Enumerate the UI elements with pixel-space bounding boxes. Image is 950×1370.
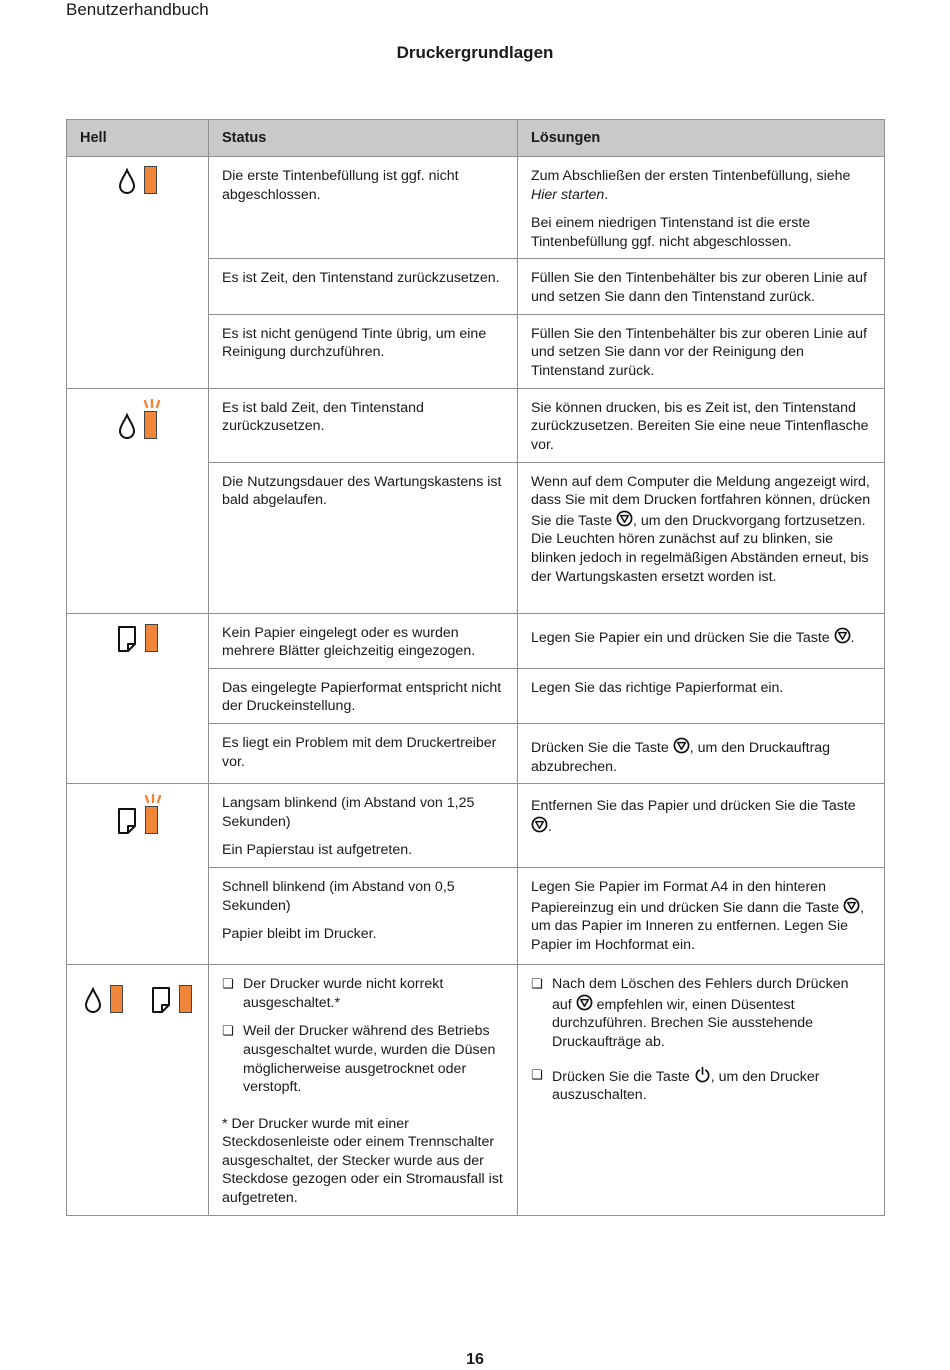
light-indicator-cell [67,965,209,1216]
solution-text: Wenn auf dem Computer die Meldung angezeigt wird, dass Sie mit dem Drucken fortfahren können, drücken Sie die Taste , um den Druckvorgang fortzusetzen. Die Leuchten hören zunächst auf zu blinken, sie blinken jedoch in regelmäßigen Abständen erneut, bis der Wartungskasten ersetzt worden ist. [531,473,871,585]
light-indicator-cell [67,784,209,965]
orange-light [144,166,157,194]
solution-text: Legen Sie Papier ein und drücken Sie die Taste . [531,627,871,648]
light-indicator-cell [67,613,209,784]
status-text: Es ist bald Zeit, den Tintenstand zurückzusetzen. [222,399,424,435]
orange-light [179,985,192,1013]
light-indicator-cell [67,388,209,613]
status-text: Es ist Zeit, den Tintenstand zurückzusetzen. [222,270,500,287]
checkbox-bullet: ❏ [531,1066,543,1082]
solution-text: Entfernen Sie das Papier und drücken Sie die Taste . [531,798,856,835]
table-row [67,965,885,1216]
status-text: Die erste Tintenbefüllung ist ggf. nicht abgeschlossen. [222,168,459,203]
light-indicator-cell [67,157,209,389]
paper-icon [151,986,171,1013]
status-text: Die Nutzungsdauer des Wartungskastens ist bald abgelaufen. [222,473,502,509]
checkbox-bullet: ❏ [222,1023,234,1039]
column-header-status: Status [209,120,518,157]
ink-drop-icon [118,413,136,439]
stop-button-icon [673,737,690,754]
table-row [67,388,885,462]
status-list [222,975,504,1097]
paper-icon [117,807,137,834]
stop-button-icon [843,897,860,914]
footnote-text: * Der Drucker wurde mit einer Steckdosenleiste oder einem Trennschalter ausgeschaltet, der Stecker wurde aus der Steckdose gezogen oder ein Stromausfall ist aufgetreten. [222,1115,503,1207]
blinking-rays-icon [141,794,165,804]
section-title: Druckergrundlagen [396,43,554,62]
orange-light-blinking [145,806,158,834]
hier-starten-link[interactable]: Hier starten [531,186,605,203]
table-row [67,613,885,668]
status-text: Es liegt ein Problem mit dem Druckertreiber vor. [222,734,497,770]
status-text: Papier bleibt im Drucker. [222,926,377,943]
blinking-rays-icon [140,399,164,409]
list-item: ❏ Der Drucker wurde nicht korrekt ausgeschaltet.* [222,976,444,1011]
status-text: Kein Papier eingelegt oder es wurden mehrere Blätter gleichzeitig eingezogen. [222,624,476,660]
status-text: Das eingelegte Papierformat entspricht nicht der Druckeinstellung. [222,679,502,715]
checkbox-bullet: ❏ [531,976,543,992]
checkbox-bullet: ❏ [222,976,234,992]
list-item: ❏ Nach dem Löschen des Fehlers durch Drücken auf empfehlen wir, einen Düsentest durchzuführen. Brechen Sie ausstehende Druckaufträge ab. [531,976,849,1050]
table-row [67,784,885,868]
list-item: ❏ Drücken Sie die Taste , um den Drucker auszuschalten. [531,1066,820,1104]
solution-text: Drücken Sie die Taste , um den Druckauftrag abzubrechen. [531,737,871,776]
stop-button-icon [616,510,633,527]
stop-button-icon [576,994,593,1011]
ink-drop-icon [118,168,136,194]
solution-list [531,975,871,1105]
list-item: ❏ Weil der Drucker während des Betriebs ausgeschaltet wurde, wurden die Düsen möglicherweise ausgetrocknet oder verstopft. [222,1023,496,1096]
status-text: Ein Papierstau ist aufgetreten. [222,842,413,859]
solution-text: Zum Abschließen der ersten Tintenbefüllung, siehe Hier starten. [531,168,851,203]
solution-text: Legen Sie das richtige Papierformat ein. [531,679,784,696]
solution-text-extra: Bei einem niedrigen Tintenstand ist die erste Tintenbefüllung ggf. nicht abgeschlossen. [531,215,811,250]
status-text: Es ist nicht genügend Tinte übrig, um eine Reinigung durchzuführen. [222,325,487,361]
column-header-solutions: Lösungen [518,120,885,157]
orange-light [145,624,158,652]
ink-drop-icon [84,987,102,1013]
status-text: Langsam blinkend (im Abstand von 1,25 Sekunden) [222,795,475,830]
stop-button-icon [531,816,548,833]
paper-icon [117,625,137,652]
stop-button-icon [834,627,851,644]
document-title: Benutzerhandbuch [66,0,209,19]
solution-text: Füllen Sie den Tintenbehälter bis zur oberen Linie auf und setzen Sie dann den Tintenstand zurück. [531,270,867,305]
orange-light [110,985,123,1013]
power-button-icon [694,1066,711,1083]
table-header-row [67,120,885,157]
status-table [66,119,885,1216]
status-text: Schnell blinkend (im Abstand von 0,5 Sekunden) [222,879,455,914]
solution-text: Legen Sie Papier im Format A4 in den hinteren Papiereinzug ein und drücken Sie dann die Taste , um das Papier im Inneren zu entfernen. Legen Sie Papier im Hochformat ein. [531,879,865,953]
orange-light-blinking [144,411,157,439]
solution-text: Füllen Sie den Tintenbehälter bis zur oberen Linie auf und setzen Sie dann vor der Reinigung den Tintenstand zurück. [531,325,867,379]
column-header-light: Hell [67,120,209,157]
page-number: 16 [466,1351,484,1368]
solution-text: Sie können drucken, bis es Zeit ist, den Tintenstand zurückzusetzen. Bereiten Sie eine neue Tintenflasche vor. [531,399,869,453]
table-row [67,157,885,259]
